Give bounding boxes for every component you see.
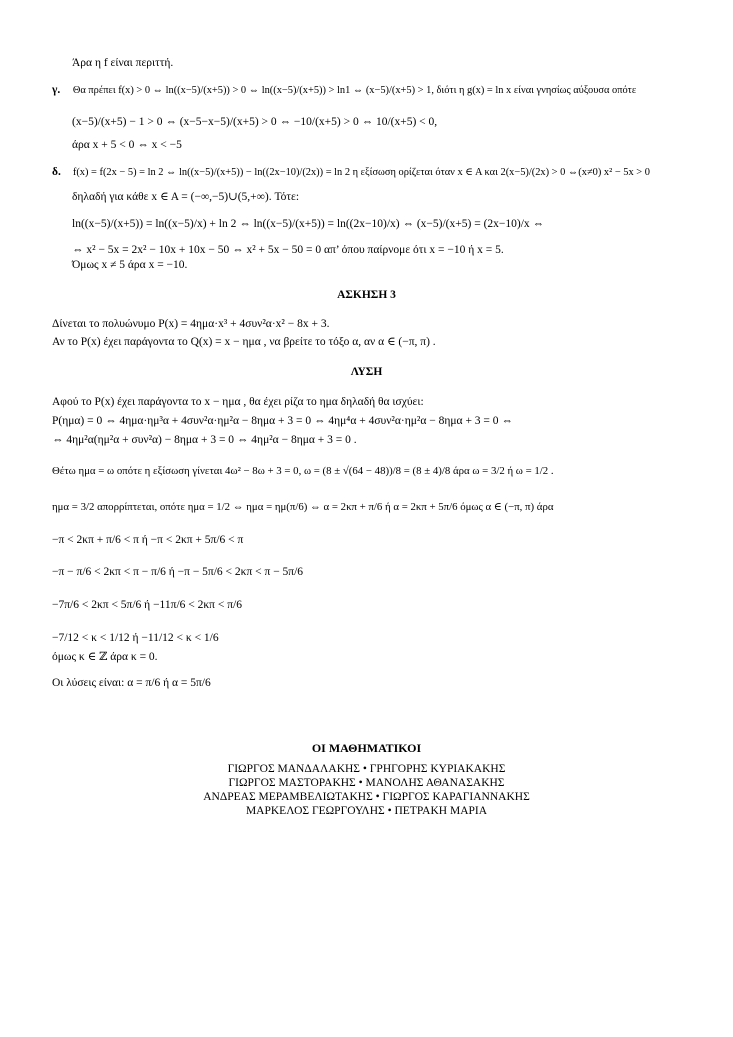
part-g-label: γ. [52, 84, 61, 96]
solution-line-11: Οι λύσεις είναι: α = π/6 ή α = 5π/6 [52, 677, 211, 689]
solution-line-4: Θέτω ημα = ω οπότε η εξίσωση γίνεται 4ω² − 8ω + 3 = 0, ω = (8 ± √(64 − 48))/8 = (8 ± 4)/8 άρα ω = 3/2 ή ω = 1/2 . [52, 465, 554, 477]
part-g-line-2: (x−5)/(x+5) − 1 > 0 ⇔ (x−5−x−5)/(x+5) > 0 ⇔ −10/(x+5) > 0 ⇔ 10/(x+5) < 0, [72, 116, 438, 128]
part-g-line-1 [52, 83, 636, 98]
part-prev-conclusion: Άρα η f είναι περιττή. [72, 57, 174, 69]
authors-title: ΟΙ ΜΑΘΗΜΑΤΙΚΟΙ [311, 741, 422, 755]
part-g-line-3: άρα x + 5 < 0 ⇔ x < −5 [72, 139, 182, 151]
solution-line-5: ημα = 3/2 απορρίπτεται, οπότε ημα = 1/2 ⇔ ημα = ημ(π/6) ⇔ α = 2κπ + π/6 ή α = 2κπ + 5π/6 όμως α ∈ (−π, π) άρα [52, 501, 554, 513]
solution-title: ΛΥΣΗ [350, 366, 383, 378]
solution-line-10: όμως κ ∈ ℤ άρα κ = 0. [52, 651, 158, 663]
authors-line-3: ΑΝΔΡΕΑΣ ΜΕΡΑΜΒΕΛΙΩΤΑΚΗΣ • ΓΙΩΡΓΟΣ ΚΑΡΑΓΙΑΝΝΑΚΗΣ [203, 791, 530, 803]
solution-line-6: −π < 2κπ + π/6 < π ή −π < 2κπ + 5π/6 < π [52, 534, 244, 546]
solution-line-3: ⇔ 4ημ²α(ημ²α + συν²α) − 8ημα + 3 = 0 ⇔ 4ημ²α − 8ημα + 3 = 0 . [52, 434, 357, 446]
authors-line-4: ΜΑΡΚΕΛΟΣ ΓΕΩΡΓΟΥΛΗΣ • ΠΕΤΡΑΚΗ ΜΑΡΙΑ [245, 805, 488, 817]
solution-line-1: Αφού το P(x) έχει παράγοντα το x − ημα , θα έχει ρίζα το ημα δηλαδή θα ισχύει: [52, 396, 424, 408]
part-d-text-1: f(x) = f(2x − 5) = ln 2 ⇔ ln((x−5)/(x+5)) − ln((2x−10)/(2x)) = ln 2 η εξίσωση ορίζεται όταν x ∈ A και 2(x−5)/(2x) > 0 ⇔(x≠0) x² − 5x > 0 [72, 167, 650, 178]
part-d-line-3: ln((x−5)/(x+5)) = ln((x−5)/x) + ln 2 ⇔ ln((x−5)/(x+5)) = ln((2x−10)/x) ⇔ (x−5)/(x+5) = (2x−10)/x ⇔ [72, 218, 545, 230]
solution-line-8: −7π/6 < 2κπ < 5π/6 ή −11π/6 < 2κπ < π/6 [52, 599, 242, 611]
exercise-3-line-2: Αν το P(x) έχει παράγοντα το Q(x) = x − ημα , να βρείτε το τόξο α, αν α ∈ (−π, π) . [52, 336, 436, 348]
part-d-line-5: Όμως x ≠ 5 άρα x = −10. [72, 259, 188, 271]
part-d-line-2: δηλαδή για κάθε x ∈ A = (−∞,−5)∪(5,+∞). Τότε: [72, 191, 300, 203]
authors-line-1: ΓΙΩΡΓΟΣ ΜΑΝΔΑΛΑΚΗΣ • ΓΡΗΓΟΡΗΣ ΚΥΡΙΑΚΑΚΗΣ [227, 763, 506, 775]
authors-line-2: ΓΙΩΡΓΟΣ ΜΑΣΤΟΡΑΚΗΣ • ΜΑΝΟΛΗΣ ΑΘΑΝΑΣΑΚΗΣ [228, 777, 505, 789]
part-d-line-1 [52, 165, 650, 180]
part-d-label: δ. [52, 166, 61, 178]
exercise-3-title: ΑΣΚΗΣΗ 3 [337, 289, 396, 301]
exercise-3-line-1: Δίνεται το πολυώνυμο P(x) = 4ημα·x³ + 4συν²α·x² − 8x + 3. [52, 318, 330, 330]
solution-line-9: −7/12 < κ < 1/12 ή −11/12 < κ < 1/6 [52, 632, 219, 644]
part-g-text-1: Θα πρέπει f(x) > 0 ⇔ ln((x−5)/(x+5)) > 0 ⇔ ln((x−5)/(x+5)) > ln1 ⇔ (x−5)/(x+5) > 1, διότι η g(x) = ln x είναι γνησίως αύξουσα οπότε [72, 85, 637, 96]
solution-line-2: P(ημα) = 0 ⇔ 4ημα·ημ³α + 4συν²α·ημ²α − 8ημα + 3 = 0 ⇔ 4ημ⁴α + 4συν²α·ημ²α − 8ημα + 3 = 0 ⇔ [52, 415, 513, 427]
part-d-line-4: ⇔ x² − 5x = 2x² − 10x + 10x − 50 ⇔ x² + 5x − 50 = 0 απ’ όπου παίρνομε ότι x = −10 ή x = 5. [72, 244, 504, 256]
solution-line-7: −π − π/6 < 2κπ < π − π/6 ή −π − 5π/6 < 2κπ < π − 5π/6 [52, 566, 304, 578]
